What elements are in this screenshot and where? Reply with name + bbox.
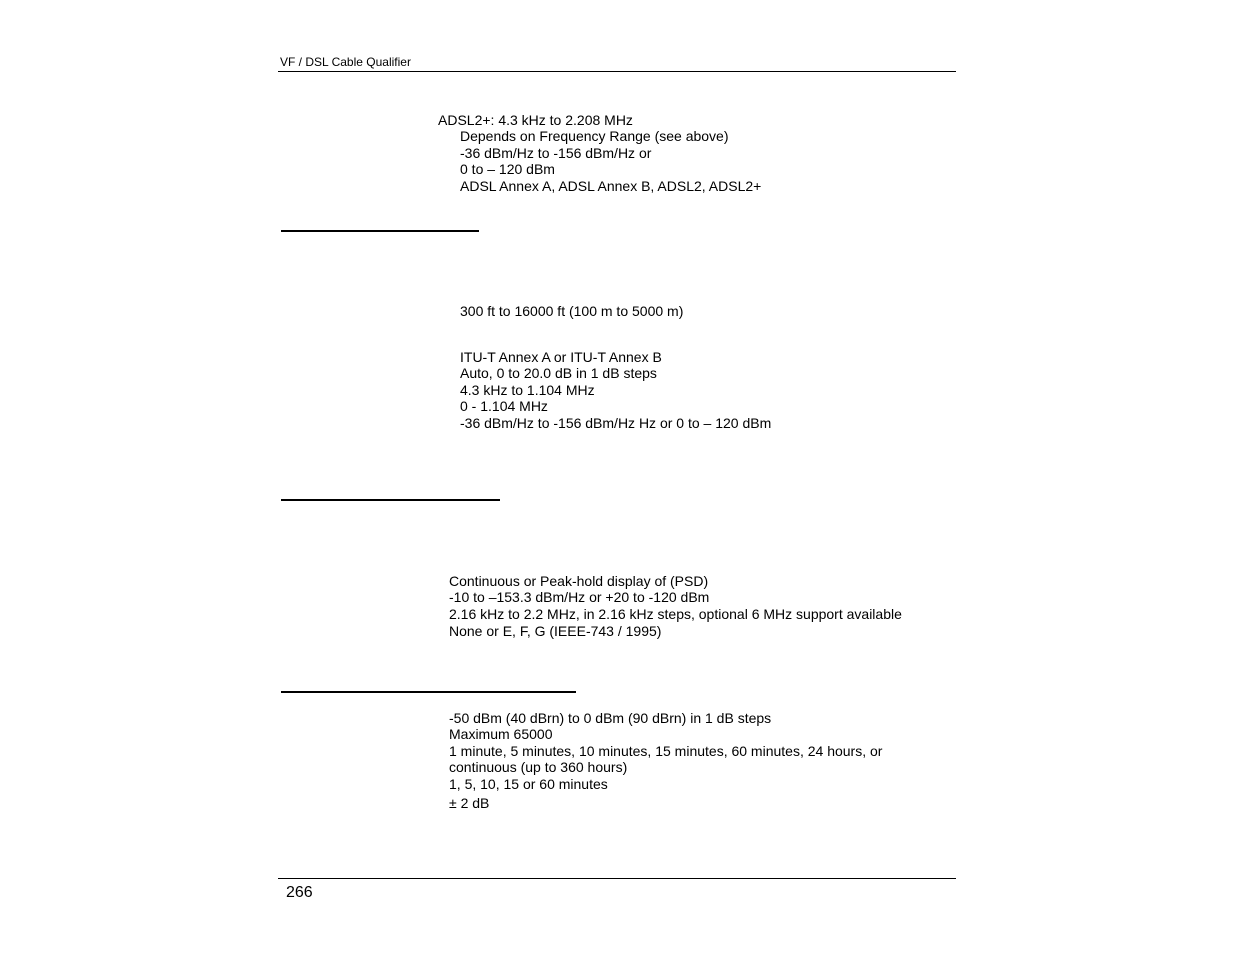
- spec-line: -50 dBm (40 dBrn) to 0 dBm (90 dBrn) in 1 dB steps: [449, 710, 772, 726]
- spec-line: continuous (up to 360 hours): [449, 759, 628, 775]
- spec-line: -36 dBm/Hz to -156 dBm/Hz Hz or 0 to – 120 dBm: [460, 415, 772, 431]
- spec-line: ADSL Annex A, ADSL Annex B, ADSL2, ADSL2+: [460, 178, 762, 194]
- spec-line: ADSL2+: 4.3 kHz to 2.208 MHz: [438, 112, 633, 128]
- spec-line: ± 2 dB: [449, 795, 490, 811]
- spec-line: Auto, 0 to 20.0 dB in 1 dB steps: [460, 365, 657, 381]
- page-number: 266: [286, 884, 313, 901]
- spec-line: 0 - 1.104 MHz: [460, 398, 548, 414]
- spec-line: -10 to –153.3 dBm/Hz or +20 to -120 dBm: [449, 589, 710, 605]
- spec-line: Continuous or Peak-hold display of (PSD): [449, 573, 709, 589]
- spec-line: -36 dBm/Hz to -156 dBm/Hz or: [460, 145, 652, 161]
- spec-line: 300 ft to 16000 ft (100 m to 5000 m): [460, 303, 684, 319]
- spec-line: 4.3 kHz to 1.104 MHz: [460, 382, 595, 398]
- spec-line: Depends on Frequency Range (see above): [460, 128, 729, 144]
- spec-line: None or E, F, G (IEEE-743 / 1995): [449, 623, 662, 639]
- section-rule: [281, 230, 479, 232]
- spec-line: 0 to – 120 dBm: [460, 161, 555, 177]
- section-rule: [281, 499, 500, 501]
- spec-line: Maximum 65000: [449, 726, 553, 742]
- spec-line: ITU-T Annex A or ITU-T Annex B: [460, 349, 662, 365]
- spec-line: 2.16 kHz to 2.2 MHz, in 2.16 kHz steps, optional 6 MHz support available: [449, 606, 902, 622]
- section-rule: [281, 691, 576, 693]
- running-header: VF / DSL Cable Qualifier: [280, 55, 411, 69]
- spec-line: 1 minute, 5 minutes, 10 minutes, 15 minutes, 60 minutes, 24 hours, or: [449, 743, 883, 759]
- spec-line: 1, 5, 10, 15 or 60 minutes: [449, 776, 608, 792]
- header-rule: [278, 71, 956, 72]
- footer-rule: [278, 878, 956, 879]
